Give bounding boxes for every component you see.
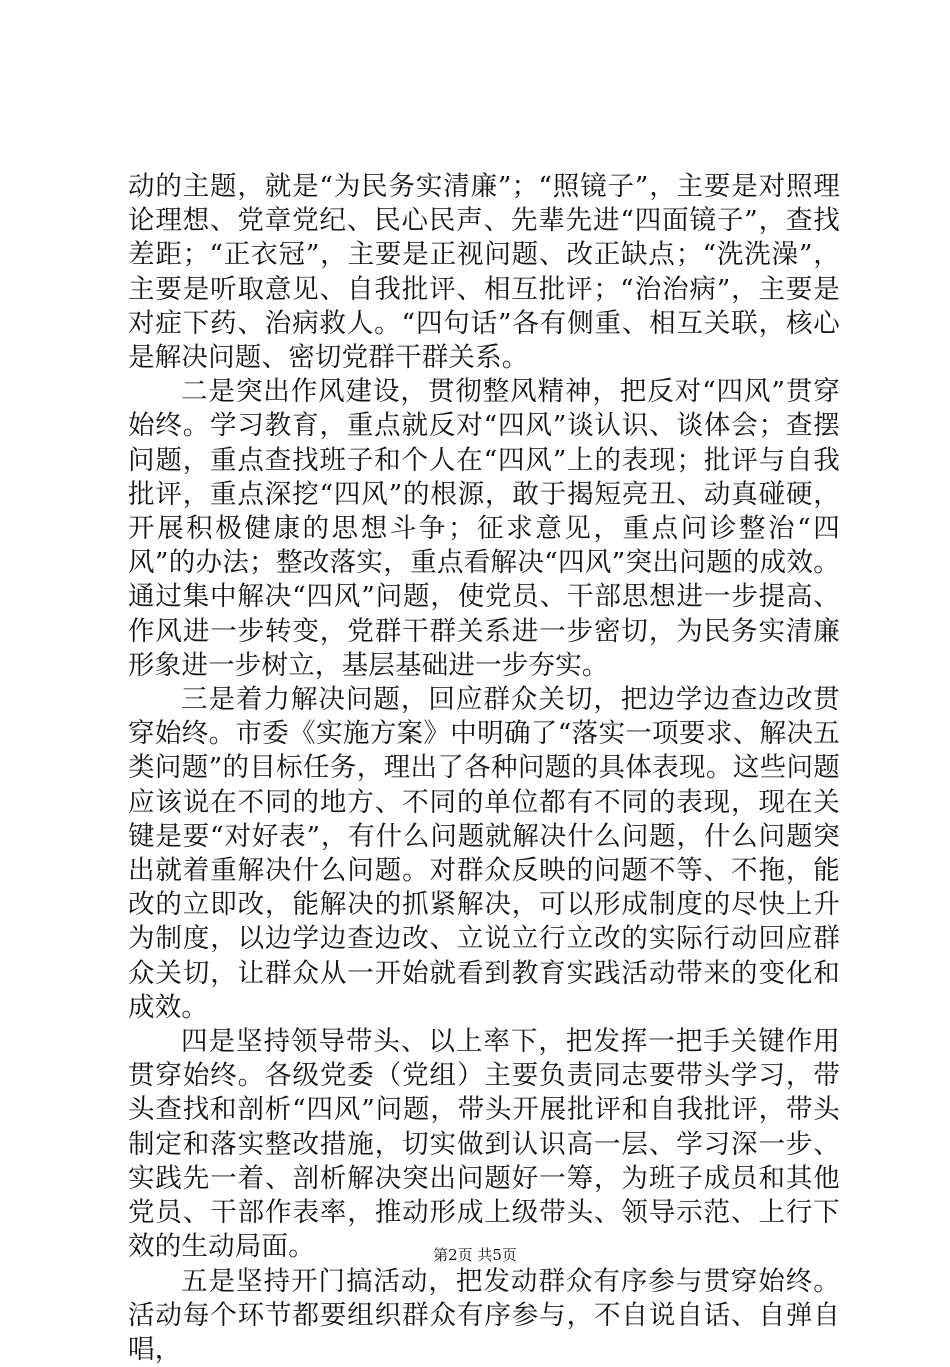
paragraph-4: 四是坚持领导带头、以上率下，把发挥一把手关键作用贯穿始终。各级党委（党组）主要负责同志要带头学习，带头查找和剖析“四风”问题，带头开展批评和自我批评，带头制定和落实整改措施，切实做到认识高一层、学习深一步、实践先一着、剖析解决突出问题好一筹，为班子成员和其他党员、干部作表率，推动形成上级带头、领导示范、上行下效的生动局面。 bbox=[128, 1025, 840, 1264]
page-footer: 第2页 共5页 bbox=[0, 1245, 950, 1265]
document-body bbox=[128, 170, 840, 1367]
paragraph-3: 三是着力解决问题，回应群众关切，把边学边查边改贯穿始终。市委《实施方案》中明确了“落实一项要求、解决五类问题”的目标任务，理出了各种问题的具体表现。这些问题应该说在不同的地方、不同的单位都有不同的表现，现在关键是要“对好表”，有什么问题就解决什么问题，什么问题突出就着重解决什么问题。对群众反映的问题不等、不拖，能改的立即改，能解决的抓紧解决，可以形成制度的尽快上升为制度，以边学边查边改、立说立行立改的实际行动回应群众关切，让群众从一开始就看到教育实践活动带来的变化和成效。 bbox=[128, 683, 840, 1025]
paragraph-1: 动的主题，就是“为民务实清廉”；“照镜子”，主要是对照理论理想、党章党纪、民心民声、先辈先进“四面镜子”，查找差距；“正衣冠”，主要是正视问题、改正缺点；“洗洗澡”，主要是听取意见、自我批评、相互批评；“治治病”，主要是对症下药、治病救人。“四句话”各有侧重、相互关联，核心是解决问题、密切党群干群关系。 bbox=[128, 170, 840, 375]
paragraph-2: 二是突出作风建设，贯彻整风精神，把反对“四风”贯穿始终。学习教育，重点就反对“四风”谈认识、谈体会；查摆问题，重点查找班子和个人在“四风”上的表现；批评与自我批评，重点深挖“四风”的根源，敢于揭短亮丑、动真碰硬，开展积极健康的思想斗争；征求意见，重点问诊整治“四风”的办法；整改落实，重点看解决“四风”突出问题的成效。通过集中解决“四风”问题，使党员、干部思想进一步提高、作风进一步转变，党群干群关系进一步密切，为民务实清廉形象进一步树立，基层基础进一步夯实。 bbox=[128, 375, 840, 683]
paragraph-5: 五是坚持开门搞活动，把发动群众有序参与贯穿始终。活动每个环节都要组织群众有序参与，不自说自话、自弹自唱， bbox=[128, 1265, 840, 1367]
